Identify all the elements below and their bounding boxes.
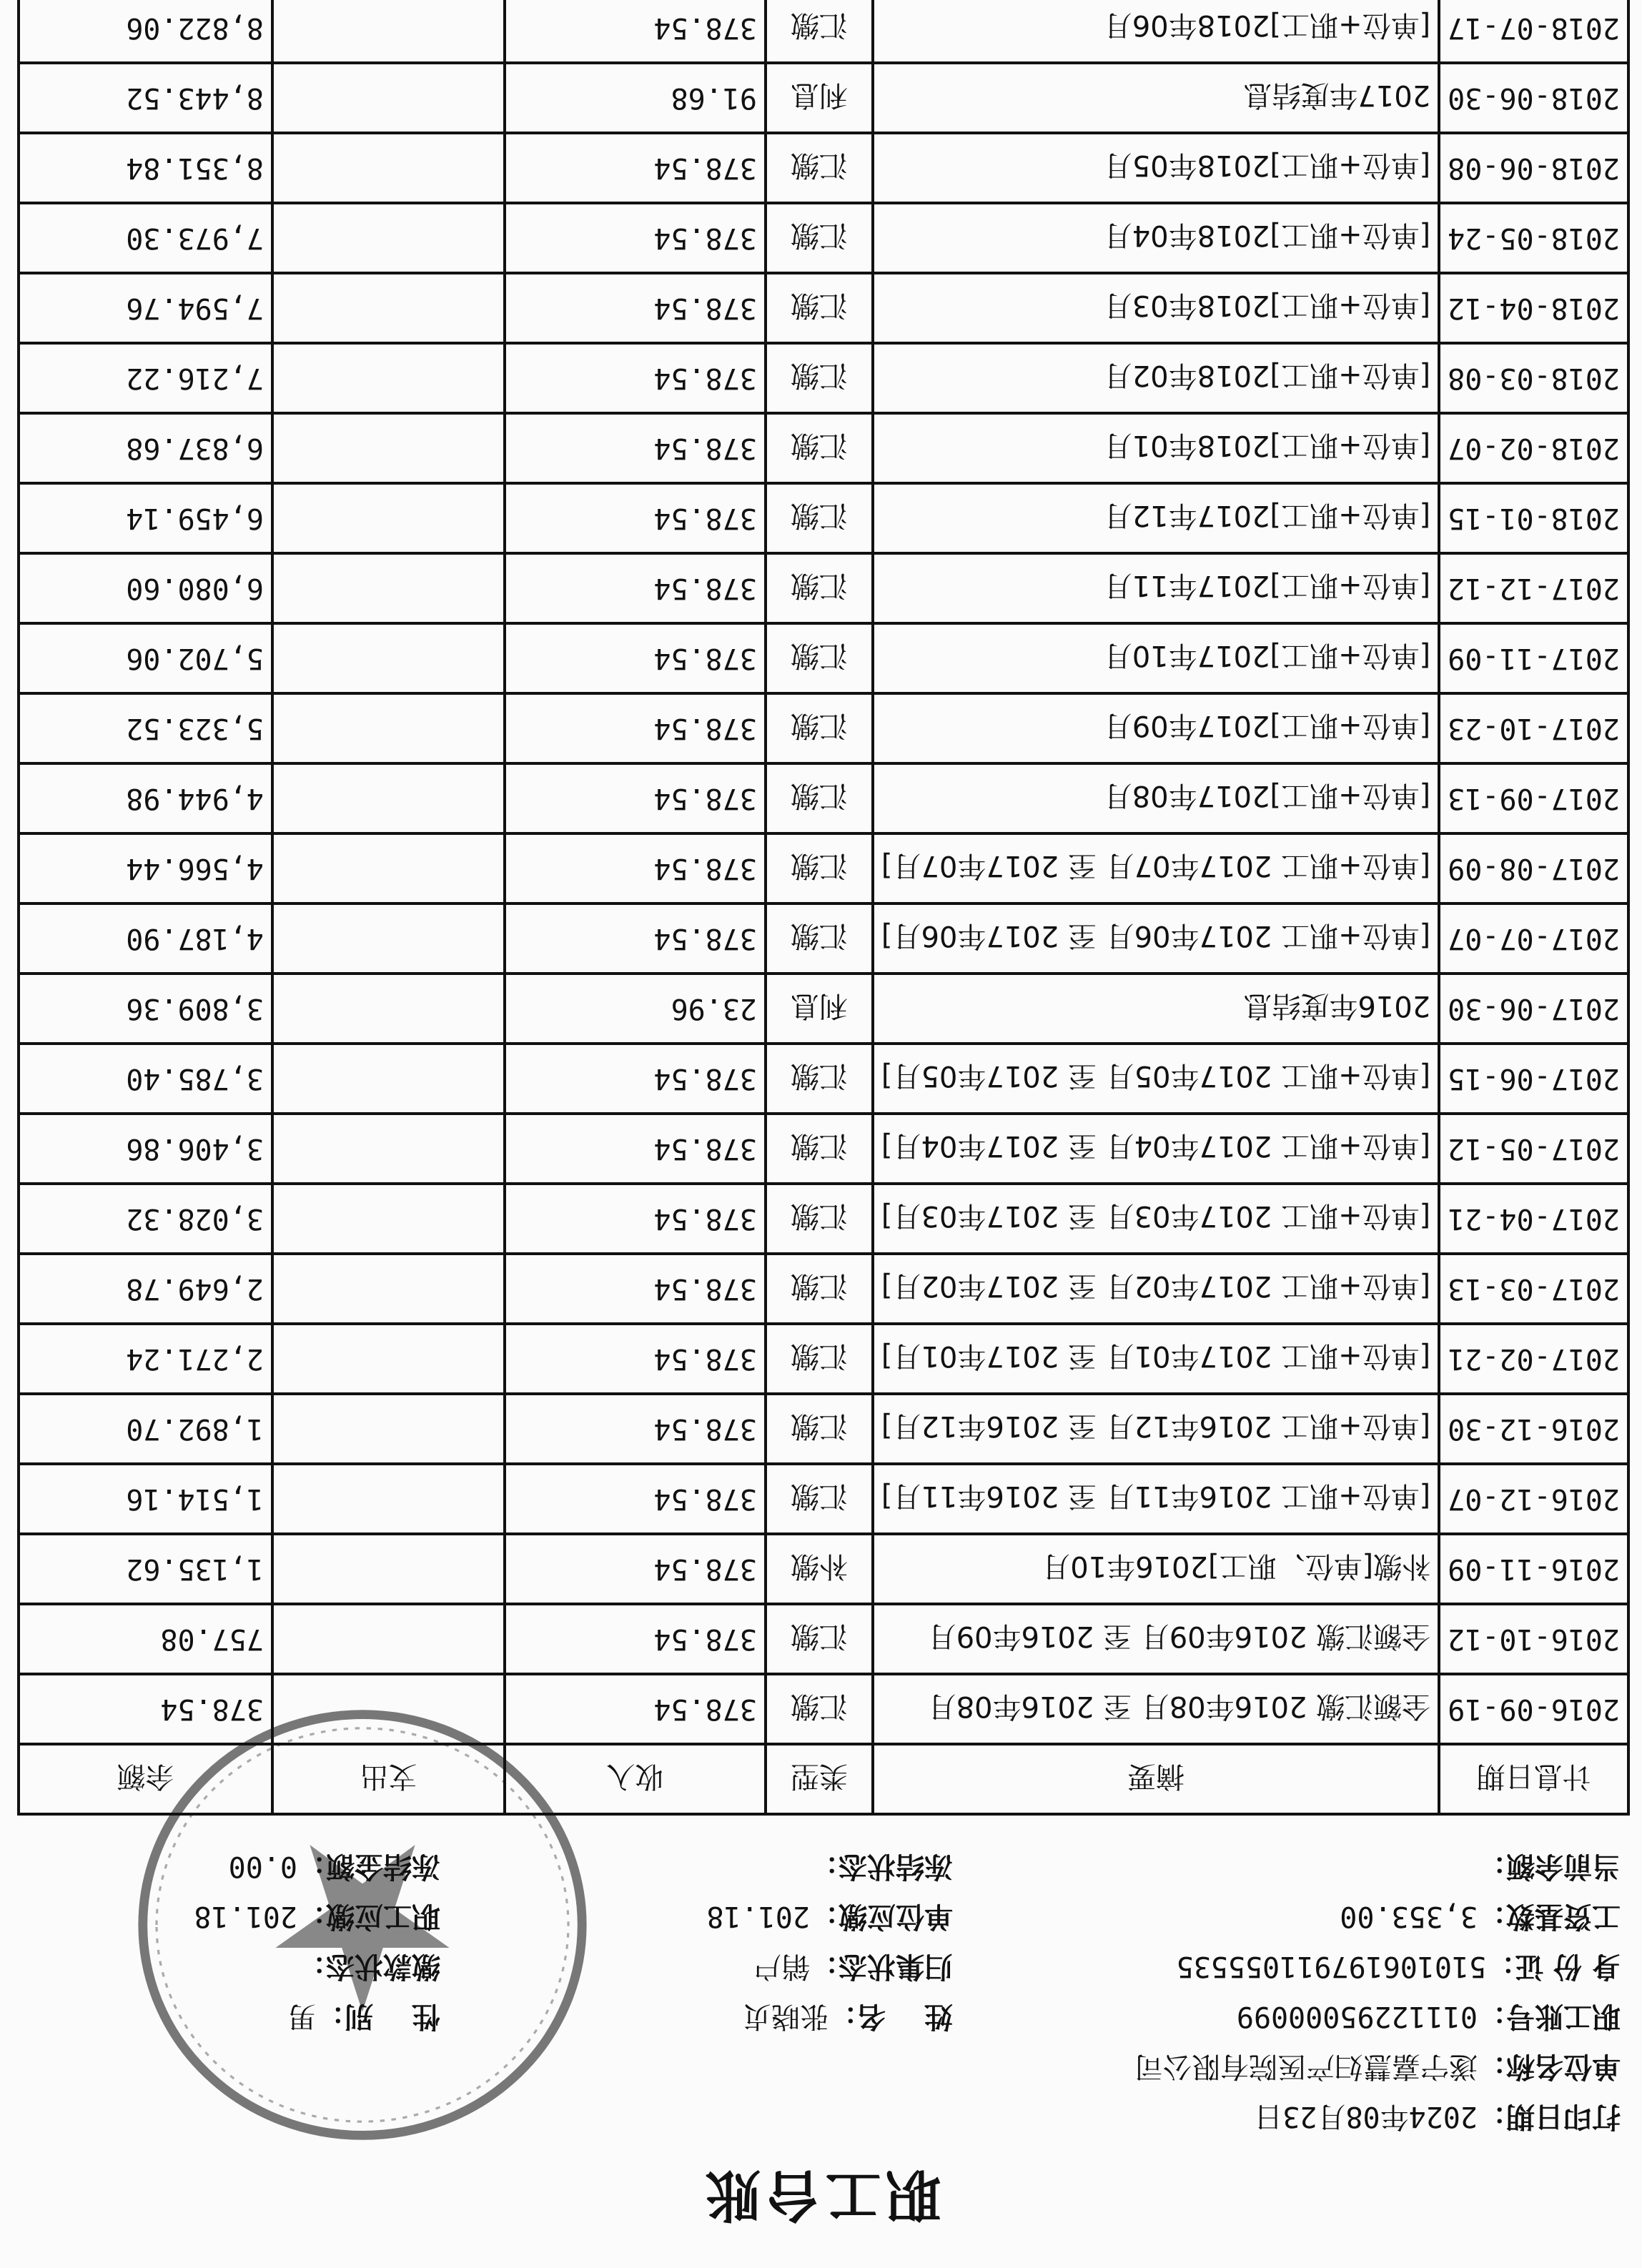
cell-summary: [单位+职工 2017年07月 至 2017年07月]: [873, 833, 1439, 903]
cell-date: 2017-06-15: [1439, 1044, 1628, 1114]
cell-balance: 1,514.16: [19, 1464, 272, 1534]
cell-balance: 7,594.76: [19, 273, 272, 343]
cell-type: 汇缴: [766, 133, 873, 203]
cell-expense: [272, 1604, 505, 1674]
cell-date: 2017-03-13: [1439, 1254, 1628, 1324]
staff-due: 职工应缴：201.18: [194, 1900, 440, 1933]
cell-income: 378.54: [505, 553, 766, 623]
cell-date: 2017-10-23: [1439, 693, 1628, 763]
table-row: [19, 1604, 1628, 1674]
cell-income: 378.54: [505, 1114, 766, 1184]
cell-summary: [单位+职工]2017年11月: [873, 553, 1439, 623]
cell-type: 汇缴: [766, 623, 873, 693]
column-header-expense: 支出: [272, 1744, 505, 1814]
table-row: [19, 1254, 1628, 1324]
cell-summary: [单位+职工 2017年05月 至 2017年05月]: [873, 1044, 1439, 1114]
cell-expense: [272, 1254, 505, 1324]
cell-balance: 2,271.24: [19, 1324, 272, 1394]
cell-summary: [单位+职工 2017年01月 至 2017年01月]: [873, 1324, 1439, 1394]
cell-income: 378.54: [505, 133, 766, 203]
cell-balance: 4,187.90: [19, 903, 272, 974]
table-row: [19, 693, 1628, 763]
table-row: [19, 833, 1628, 903]
cell-date: 2017-09-13: [1439, 763, 1628, 833]
collect-status: 归集状态：销户: [753, 1950, 953, 1983]
cell-date: 2018-01-15: [1439, 483, 1628, 553]
cell-date: 2016-10-12: [1439, 1604, 1628, 1674]
unit-name: 单位名称：遂宁嘉慧妇产医院有限公司: [1134, 2050, 1621, 2083]
cell-type: 汇缴: [766, 763, 873, 833]
cell-expense: [272, 413, 505, 483]
cell-expense: [272, 1044, 505, 1114]
cell-expense: [272, 903, 505, 974]
table-row: [19, 1394, 1628, 1464]
cell-expense: [272, 1674, 505, 1744]
column-header-type: 类型: [766, 1744, 873, 1814]
cell-balance: 3,785.40: [19, 1044, 272, 1114]
freeze-status: 冻结状态：: [810, 1850, 953, 1883]
cell-balance: 7,216.22: [19, 343, 272, 413]
cell-expense: [272, 1464, 505, 1534]
table-row: [19, 1674, 1628, 1744]
cell-expense: [272, 203, 505, 273]
cell-income: 378.54: [505, 1604, 766, 1674]
cell-summary: [单位+职工 2017年04月 至 2017年04月]: [873, 1114, 1439, 1184]
cell-type: 汇缴: [766, 553, 873, 623]
cell-date: 2016-12-07: [1439, 1464, 1628, 1534]
cell-income: 378.54: [505, 483, 766, 553]
cell-balance: 5,702.06: [19, 623, 272, 693]
freeze-amount: 冻结金额：0.00: [228, 1850, 440, 1883]
cell-date: 2018-04-12: [1439, 273, 1628, 343]
table-row: [19, 0, 1628, 63]
table-row: [19, 1534, 1628, 1604]
cell-income: 378.54: [505, 1674, 766, 1744]
table-row: [19, 273, 1628, 343]
table-row: [19, 974, 1628, 1044]
cell-balance: 378.54: [19, 1674, 272, 1744]
cell-summary: [单位+职工]2018年06月: [873, 0, 1439, 63]
cell-expense: [272, 0, 505, 63]
cell-balance: 1,135.62: [19, 1534, 272, 1604]
column-header-income: 收入: [505, 1744, 766, 1814]
table-row: [19, 623, 1628, 693]
cell-type: 汇缴: [766, 693, 873, 763]
cell-summary: [单位+职工]2018年03月: [873, 273, 1439, 343]
cell-date: 2017-11-09: [1439, 623, 1628, 693]
cell-expense: [272, 693, 505, 763]
print-date: 打印日期：2024年08月23日: [1254, 2100, 1621, 2133]
cell-summary: [单位+职工]2017年12月: [873, 483, 1439, 553]
cell-income: 378.54: [505, 0, 766, 63]
cell-date: 2017-07-07: [1439, 903, 1628, 974]
cell-income: 378.54: [505, 693, 766, 763]
cell-balance: 4,944.98: [19, 763, 272, 833]
table-row: [19, 63, 1628, 133]
cell-summary: [单位+职工 2016年12月 至 2016年12月]: [873, 1394, 1439, 1464]
page-title: 职工台账: [701, 2162, 941, 2227]
cell-type: 汇缴: [766, 1324, 873, 1394]
cell-summary: 2016年度结息: [873, 974, 1439, 1044]
cell-summary: [单位+职工]2017年10月: [873, 623, 1439, 693]
cell-expense: [272, 63, 505, 133]
cell-income: 23.96: [505, 974, 766, 1044]
cell-date: 2017-08-09: [1439, 833, 1628, 903]
wage-base: 工资基数：3,353.00: [1340, 1900, 1621, 1933]
table-row: [19, 1184, 1628, 1254]
cell-expense: [272, 974, 505, 1044]
cell-balance: 6,459.14: [19, 483, 272, 553]
cell-date: 2016-09-19: [1439, 1674, 1628, 1744]
cell-type: 汇缴: [766, 203, 873, 273]
table-row: [19, 1324, 1628, 1394]
cell-type: 汇缴: [766, 343, 873, 413]
cell-type: 汇缴: [766, 1464, 873, 1534]
cell-type: 汇缴: [766, 413, 873, 483]
table-row: [19, 413, 1628, 483]
cell-date: 2018-05-24: [1439, 203, 1628, 273]
cell-expense: [272, 1394, 505, 1464]
cell-balance: 8,822.06: [19, 0, 272, 63]
cell-income: 378.54: [505, 1324, 766, 1394]
cell-date: 2017-06-30: [1439, 974, 1628, 1044]
cell-expense: [272, 1534, 505, 1604]
cell-balance: 8,351.84: [19, 133, 272, 203]
table-row: [19, 203, 1628, 273]
cell-summary: [单位+职工]2018年01月: [873, 413, 1439, 483]
table-row: [19, 1044, 1628, 1114]
ledger-table: [17, 0, 1630, 1816]
cell-summary: 全额汇缴 2016年09月 至 2016年09月: [873, 1604, 1439, 1674]
cell-expense: [272, 623, 505, 693]
cell-type: 汇缴: [766, 1674, 873, 1744]
cell-type: 汇缴: [766, 1254, 873, 1324]
staff-account: 职工账号：01112295000099: [1236, 2000, 1621, 2033]
cell-type: 利息: [766, 63, 873, 133]
cell-expense: [272, 1324, 505, 1394]
cell-date: 2017-12-12: [1439, 553, 1628, 623]
cell-summary: [单位+职工]2018年05月: [873, 133, 1439, 203]
cell-income: 378.54: [505, 203, 766, 273]
cell-balance: 7,973.30: [19, 203, 272, 273]
cell-balance: 3,406.86: [19, 1114, 272, 1184]
cell-income: 378.54: [505, 1184, 766, 1254]
cell-type: 汇缴: [766, 1044, 873, 1114]
cell-expense: [272, 763, 505, 833]
cell-summary: [单位+职工 2017年06月 至 2017年06月]: [873, 903, 1439, 974]
cell-balance: 2,649.78: [19, 1254, 272, 1324]
gender: 性 别：男: [287, 2000, 440, 2033]
cell-summary: [单位+职工 2017年03月 至 2017年03月]: [873, 1184, 1439, 1254]
cell-expense: [272, 343, 505, 413]
cell-summary: [单位+职工]2018年04月: [873, 203, 1439, 273]
current-balance: 当前余额：: [1478, 1850, 1621, 1883]
cell-expense: [272, 1184, 505, 1254]
cell-balance: 6,080.60: [19, 553, 272, 623]
cell-type: 汇缴: [766, 1184, 873, 1254]
cell-summary: 全额汇缴 2016年08月 至 2016年08月: [873, 1674, 1439, 1744]
cell-date: 2018-02-07: [1439, 413, 1628, 483]
cell-expense: [272, 273, 505, 343]
cell-expense: [272, 483, 505, 553]
cell-date: 2017-04-21: [1439, 1184, 1628, 1254]
table-row: [19, 763, 1628, 833]
table-row: [19, 903, 1628, 974]
cell-type: 汇缴: [766, 1394, 873, 1464]
cell-summary: 2017年度结息: [873, 63, 1439, 133]
column-header-summary: 摘要: [873, 1744, 1439, 1814]
cell-income: 378.54: [505, 1534, 766, 1604]
cell-summary: [单位+职工]2017年08月: [873, 763, 1439, 833]
cell-date: 2016-11-09: [1439, 1534, 1628, 1604]
cell-income: 378.54: [505, 1254, 766, 1324]
table-row: [19, 343, 1628, 413]
table-row: [19, 1464, 1628, 1534]
cell-income: 378.54: [505, 763, 766, 833]
cell-type: 汇缴: [766, 0, 873, 63]
cell-date: 2018-07-17: [1439, 0, 1628, 63]
unit-due: 单位应缴：201.18: [706, 1900, 953, 1933]
cell-date: 2017-02-21: [1439, 1324, 1628, 1394]
column-header-balance: 余额: [19, 1744, 272, 1814]
cell-type: 汇缴: [766, 1114, 873, 1184]
cell-date: 2016-12-30: [1439, 1394, 1628, 1464]
cell-summary: [单位+职工 2017年02月 至 2017年02月]: [873, 1254, 1439, 1324]
cell-type: 汇缴: [766, 483, 873, 553]
cell-balance: 3,028.32: [19, 1184, 272, 1254]
cell-income: 378.54: [505, 1394, 766, 1464]
table-row: [19, 553, 1628, 623]
cell-balance: 4,566.44: [19, 833, 272, 903]
cell-balance: 5,323.52: [19, 693, 272, 763]
table-row: [19, 1114, 1628, 1184]
cell-date: 2018-03-08: [1439, 343, 1628, 413]
cell-income: 378.54: [505, 1464, 766, 1534]
cell-summary: [单位+职工]2017年09月: [873, 693, 1439, 763]
column-header-date: 计息日期: [1439, 1744, 1628, 1814]
staff-name: 姓 名：张晓贞: [743, 2000, 953, 2033]
cell-balance: 3,809.36: [19, 974, 272, 1044]
cell-income: 378.54: [505, 903, 766, 974]
cell-expense: [272, 1114, 505, 1184]
cell-summary: [单位+职工]2018年02月: [873, 343, 1439, 413]
cell-expense: [272, 133, 505, 203]
id-card: 身 份 证：510106197911055535: [1176, 1950, 1621, 1983]
cell-date: 2017-05-12: [1439, 1114, 1628, 1184]
cell-type: 补缴: [766, 1534, 873, 1604]
cell-income: 91.68: [505, 63, 766, 133]
table-header-row: [19, 1744, 1628, 1814]
cell-type: 汇缴: [766, 903, 873, 974]
cell-expense: [272, 553, 505, 623]
cell-balance: 757.08: [19, 1604, 272, 1674]
cell-income: 378.54: [505, 833, 766, 903]
cell-type: 利息: [766, 974, 873, 1044]
cell-date: 2018-06-08: [1439, 133, 1628, 203]
cell-type: 汇缴: [766, 273, 873, 343]
cell-income: 378.54: [505, 1044, 766, 1114]
pay-status: 缴款状态：: [297, 1950, 440, 1983]
table-row: [19, 133, 1628, 203]
cell-date: 2018-06-30: [1439, 63, 1628, 133]
cell-type: 汇缴: [766, 833, 873, 903]
cell-balance: 8,443.52: [19, 63, 272, 133]
cell-summary: 补缴[单位、职工]2016年10月: [873, 1534, 1439, 1604]
cell-summary: [单位+职工 2016年11月 至 2016年11月]: [873, 1464, 1439, 1534]
cell-balance: 1,892.70: [19, 1394, 272, 1464]
cell-expense: [272, 833, 505, 903]
cell-income: 378.54: [505, 413, 766, 483]
cell-balance: 6,837.68: [19, 413, 272, 483]
cell-type: 汇缴: [766, 1604, 873, 1674]
cell-income: 378.54: [505, 343, 766, 413]
table-row: [19, 483, 1628, 553]
cell-income: 378.54: [505, 623, 766, 693]
cell-income: 378.54: [505, 273, 766, 343]
